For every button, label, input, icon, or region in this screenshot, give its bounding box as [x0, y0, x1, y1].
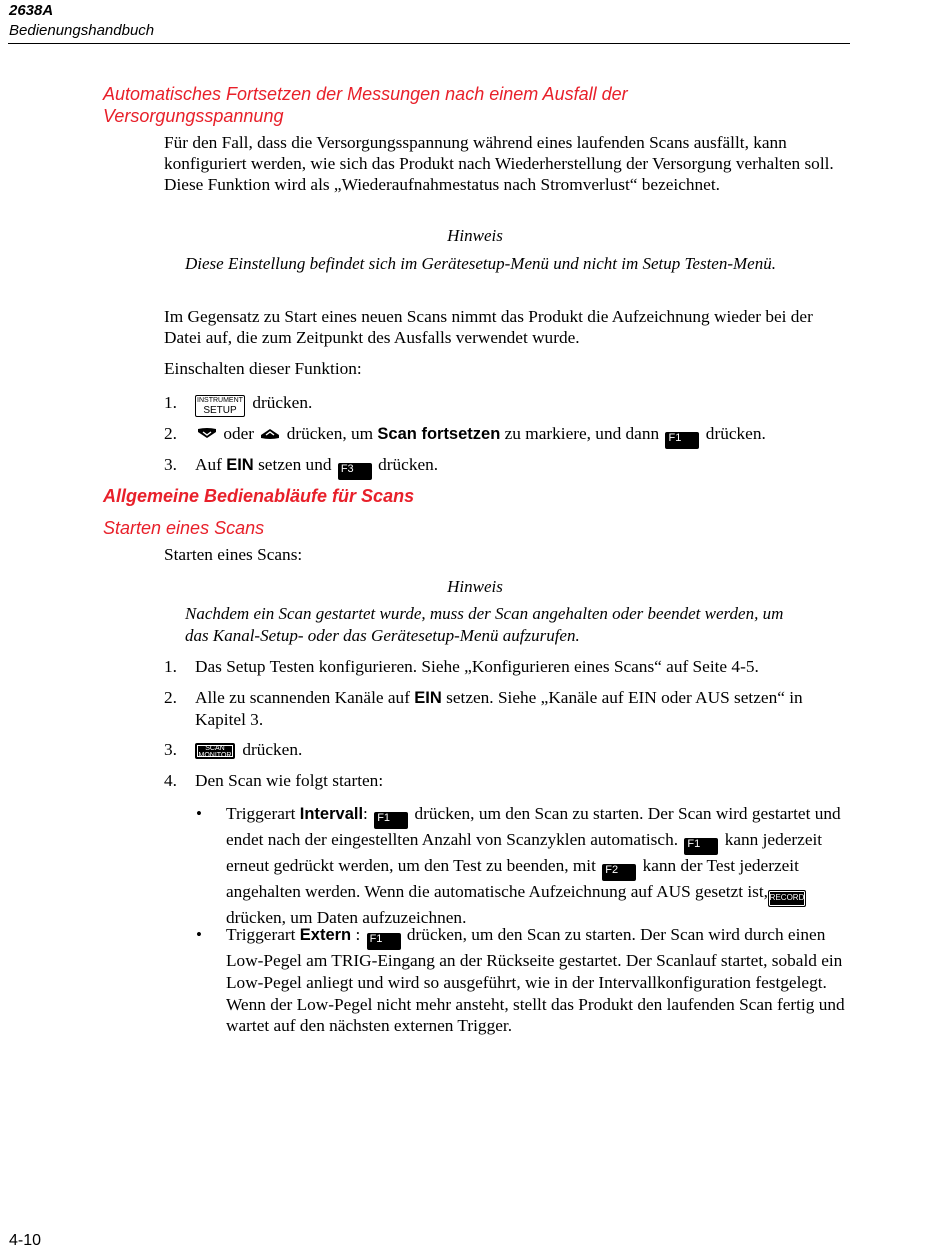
- s2-step4-number: 4.: [164, 771, 177, 790]
- s1-step3-text-b: setzen und: [258, 455, 332, 474]
- instrument-setup-key-icon: INSTRUMENT SETUP: [195, 395, 245, 417]
- section1-paragraph3: Einschalten dieser Funktion:: [164, 359, 362, 378]
- s1-step1: [195, 392, 855, 417]
- s1-step1-number: 1.: [164, 393, 177, 412]
- s2-step1-text: Das Setup Testen konfigurieren. Siehe „Konfigurieren eines Scans“ auf Seite 4-5.: [195, 657, 759, 676]
- s1-step2-text-b: drücken, um: [286, 424, 374, 443]
- s1-step3-bold: EIN: [226, 456, 254, 474]
- section1-note-heading: Hinweis: [447, 226, 503, 245]
- bullet-extern: Triggerart Extern : F1 drücken, um den Scan zu starten. Der Scan wird durch einen Low-Pegel am TRIG-Eingang an der Rückseite gestartet. Der Scanlauf startet, sobald ein Low-Pegel anliegt und wird so ausgeführt, wie in der Intervallkonfiguration festgelegt. Wenn der Low-Pegel nicht mehr ansteht, stellt das Produkt den laufenden Scan fertig und wartet auf den nächsten externen Trigger.: [226, 925, 845, 1036]
- section1-paragraph1: Für den Fall, dass die Versorgungsspannung während eines laufenden Scans ausfällt, kann konfiguriert werden, wie sich das Produkt nach Wiederherstellung der Versorgung verhalten soll. Diese Funktion wird als „Wiederaufnahmestatus nach Stromverlust“ bezeichnet.: [164, 133, 834, 194]
- bullet-dot-1: •: [196, 804, 202, 823]
- f3-key-icon: F3: [338, 463, 372, 480]
- f1-key-icon: F1: [684, 838, 718, 855]
- header-divider: [8, 43, 850, 44]
- section1-note-text: Diese Einstellung befindet sich im Gerätesetup-Menü und nicht im Setup Testen-Menü.: [185, 254, 776, 273]
- s1-step2-text-c: zu markiere, und dann: [504, 424, 660, 443]
- s2-step3: [195, 739, 855, 760]
- record-key-icon: RECORD: [768, 890, 806, 907]
- section1-paragraph2: Im Gegensatz zu Start eines neuen Scans nimmt das Produkt die Aufzeichnung wieder bei der Datei auf, die zum Zeitpunkt des Ausfalls verwendet wurde.: [164, 307, 813, 347]
- arrow-down-key-icon: [197, 428, 217, 439]
- s2-step2-bold: EIN: [414, 689, 442, 707]
- s1-step2: [195, 423, 855, 449]
- s1-step2-text-d: drücken.: [705, 424, 766, 443]
- s1-step2-number: 2.: [164, 424, 177, 443]
- f1-key-icon: F1: [367, 933, 401, 950]
- section1-title-line2: Versorgungsspannung: [103, 106, 284, 126]
- section2-intro: Starten eines Scans:: [164, 545, 303, 564]
- section2-note-heading: Hinweis: [447, 577, 503, 596]
- bullet-interval: Triggerart Intervall: F1 drücken, um den Scan zu starten. Der Scan wird gestartet und endet nach der eingestellten Anzahl von Scanzyklen automatisch. F1 kann jederzeit erneut gedrückt werden, um den Test zu beenden, mit F2 kann der Test jederzeit angehalten werden. Wenn die automatische Aufzeichnung auf AUS gesetzt ist, RECORD drücken, um Daten aufzuzeichnen.: [226, 804, 841, 927]
- s1-step1-text: drücken.: [252, 393, 313, 412]
- s2-step2-number: 2.: [164, 688, 177, 707]
- f1-key-icon: F1: [374, 812, 408, 829]
- s1-step3-text-c: drücken.: [378, 455, 439, 474]
- s2-step3-number: 3.: [164, 740, 177, 759]
- s1-step3: [195, 454, 855, 480]
- s2-step2: [195, 687, 855, 730]
- s2-step2-text-a: Alle zu scannenden Kanäle auf: [195, 688, 410, 707]
- header-manual-title: Bedienungshandbuch: [9, 22, 155, 39]
- s1-step2-or: oder: [223, 424, 255, 443]
- section2-subtitle: Starten eines Scans: [103, 518, 265, 538]
- s1-step3-text-a: Auf: [195, 455, 222, 474]
- s1-step3-number: 3.: [164, 455, 177, 474]
- arrow-up-key-icon: [260, 428, 280, 439]
- section1-title-line1: Automatisches Fortsetzen der Messungen nach einem Ausfall der: [103, 84, 628, 104]
- f2-key-icon: F2: [602, 864, 636, 881]
- f1-key-icon: F1: [665, 432, 699, 449]
- s2-step1-number: 1.: [164, 657, 177, 676]
- section2-note-text: Nachdem ein Scan gestartet wurde, muss der Scan angehalten oder beendet werden, um das Kanal-Setup- oder das Gerätesetup-Menü aufzurufen.: [185, 604, 784, 645]
- page-number: 4-10: [9, 1232, 42, 1249]
- scan-monitor-key-icon: SCAN MONITOR: [195, 743, 235, 759]
- s2-step3-text: drücken.: [242, 740, 303, 759]
- s2-step2-text-b: setzen. Siehe „Kanäle auf EIN oder AUS setzen“ in Kapitel 3.: [195, 688, 803, 729]
- section2-title: Allgemeine Bedienabläufe für Scans: [103, 486, 415, 506]
- s2-step4-text: Den Scan wie folgt starten:: [195, 771, 384, 790]
- s1-step2-bold: Scan fortsetzen: [377, 425, 501, 443]
- header-model: 2638A: [9, 2, 54, 19]
- bullet-dot-2: •: [196, 925, 202, 944]
